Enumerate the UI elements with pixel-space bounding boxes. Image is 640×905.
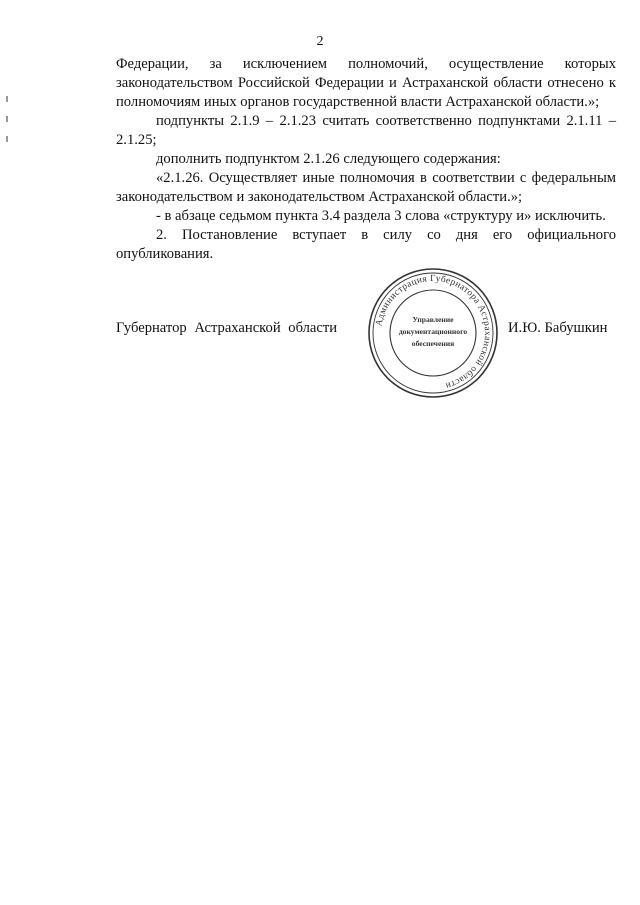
signatory-title: Губернатор Астраханской области [116,320,338,336]
paragraph: дополнить подпунктом 2.1.26 следующего содержания: [156,151,501,167]
seal-center-line: Управление [412,315,454,324]
scan-margin-mark [6,136,8,142]
seal-center-line: обеспечения [411,339,455,348]
paragraph: «2.1.26. Осуществляет иные полномочия в соответствии с федеральным законодательством и законодательством Астраханской области.»; [116,170,616,205]
signatory-name: И.Ю. Бабушкин [508,320,608,336]
seal-ring-text: Администрация Губернатора Астраханской области [374,273,493,391]
scan-margin-mark [6,116,8,122]
scan-margin-mark [6,96,8,102]
paragraph: Федерации, за исключением полномочий, осуществление которых законодательством Российской Федерации и Астраханской области отнесено к полномочиям иных органов государственной власти Астраханской области.»; [116,56,616,110]
page-number: 2 [316,34,324,49]
seal-center-line: документационного [398,327,468,336]
paragraph: подпункты 2.1.9 – 2.1.23 считать соответственно подпунктами 2.1.11 – 2.1.25; [116,113,616,148]
paragraph: 2. Постановление вступает в силу со дня его официального опубликования. [116,227,616,262]
paragraph: - в абзаце седьмом пункта 3.4 раздела 3 слова «структуру и» исключить. [156,208,606,224]
body-text [116,55,616,264]
official-seal [366,266,500,400]
